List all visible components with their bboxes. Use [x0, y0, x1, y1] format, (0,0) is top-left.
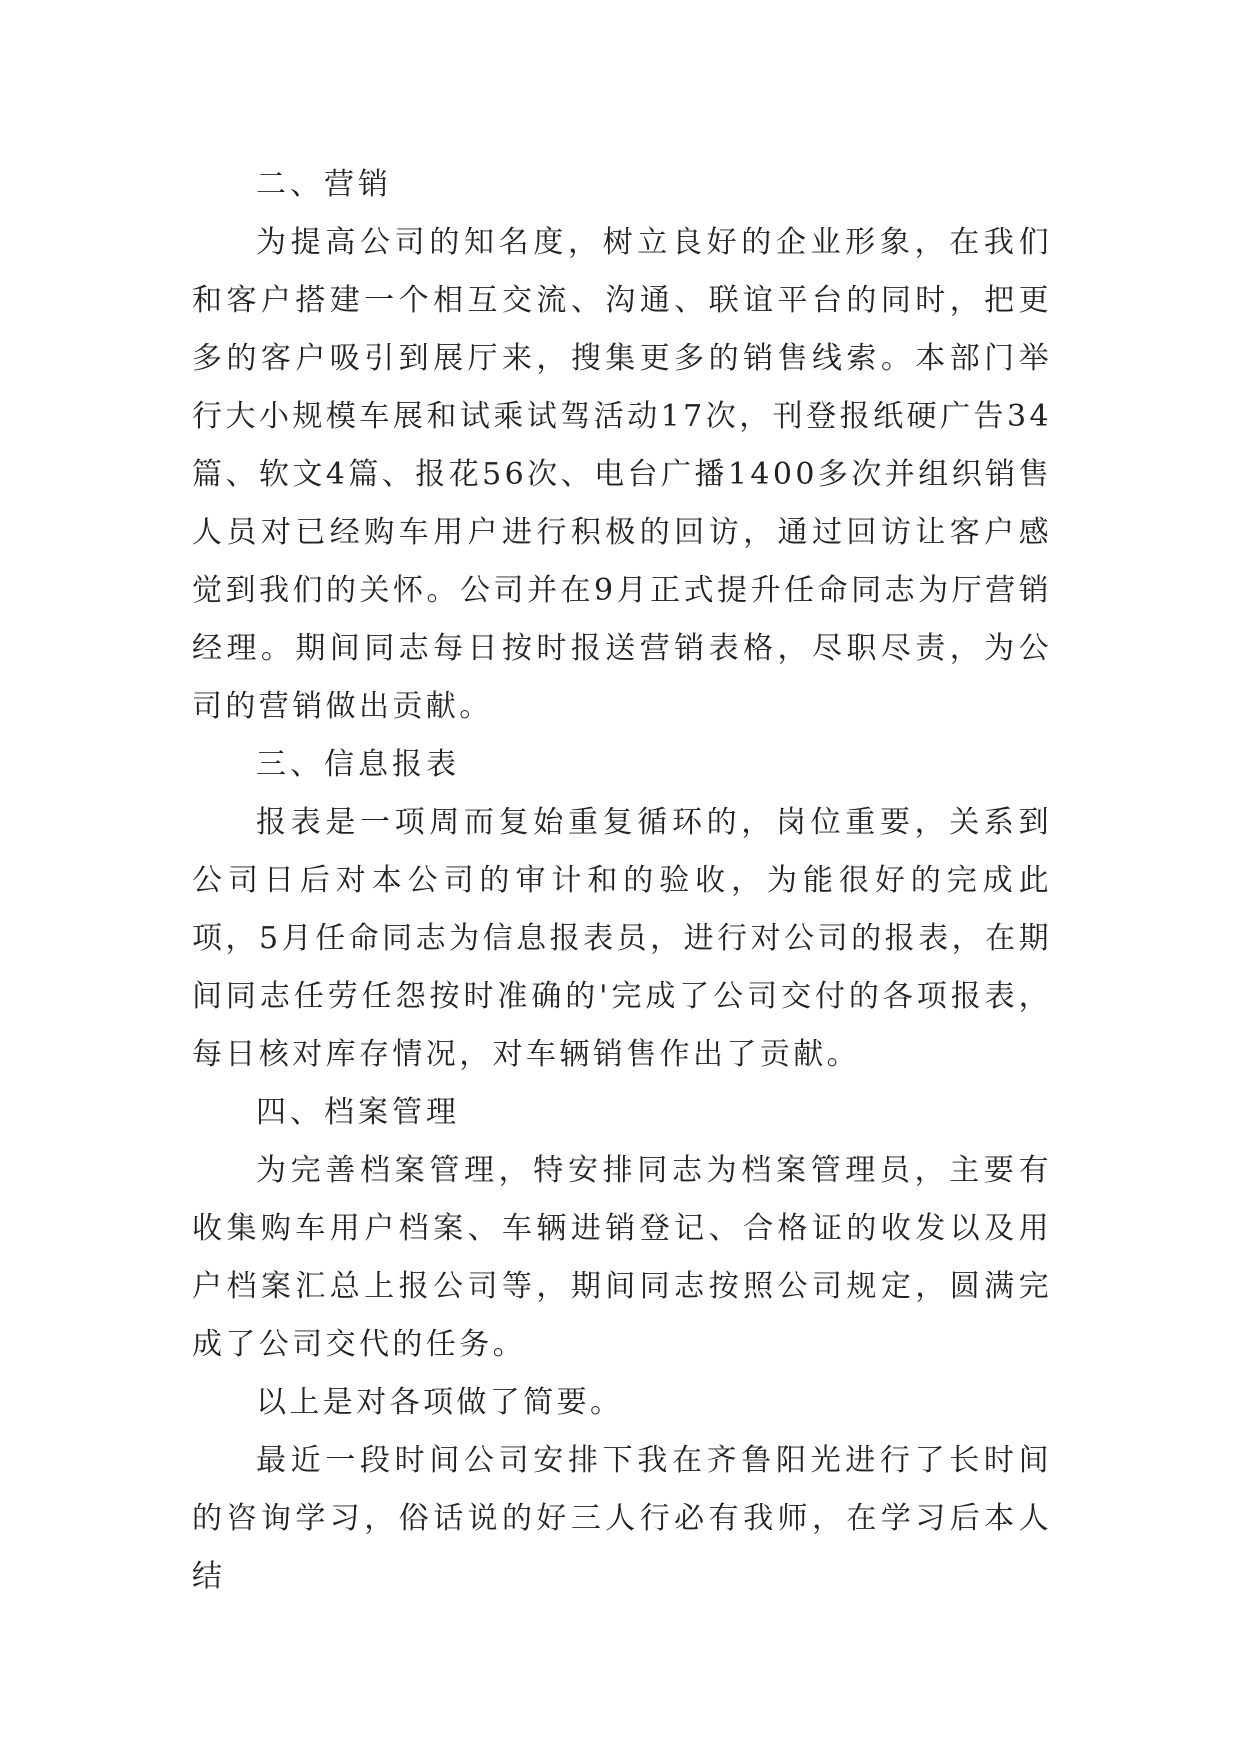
paragraph-consulting-study: 最近一段时间公司安排下我在齐鲁阳光进行了长时间的咨询学习，俗话说的好三人行必有我师，在学习后本人结 [192, 1443, 1052, 1594]
paragraph-archive-management: 为完善档案管理，特安排同志为档案管理员，主要有收集购车用户档案、车辆进销登记、合格证的收发以及用户档案汇总上报公司等，期间同志按照公司规定，圆满完成了公司交代的任务。 [192, 1153, 1052, 1362]
paragraph-marketing: 为提高公司的知名度，树立良好的企业形象，在我们和客户搭建一个相互交流、沟通、联谊平台的同时，把更多的客户吸引到展厅来，搜集更多的销售线索。本部门举行大小规模车展和试乘试驾活动17次，刊登报纸硬广告34篇、软文4篇、报花56次、电台广播1400多次并组织销售人员对已经购车用户进行积极的回访，通过回访让客户感觉到我们的关怀。公司并在9月正式提升任命同志为厅营销经理。期间同志每日按时报送营销表格，尽职尽责，为公司的营销做出贡献。 [192, 225, 1052, 724]
section-heading-archive-management: 四、档案管理 [256, 1095, 460, 1130]
paragraph-info-reports: 报表是一项周而复始重复循环的，岗位重要，关系到公司日后对本公司的审计和的验收，为能很好的完成此项，5月任命同志为信息报表员，进行对公司的报表，在期间同志任劳任怨按时准确的'完成了公司交付的各项报表，每日核对库存情况，对车辆销售作出了贡献。 [192, 805, 1052, 1072]
section-heading-marketing: 二、营销 [256, 167, 392, 202]
document-body [192, 156, 1052, 1606]
paragraph-summary: 以上是对各项做了简要。 [256, 1385, 624, 1420]
section-heading-info-reports: 三、信息报表 [256, 747, 460, 782]
